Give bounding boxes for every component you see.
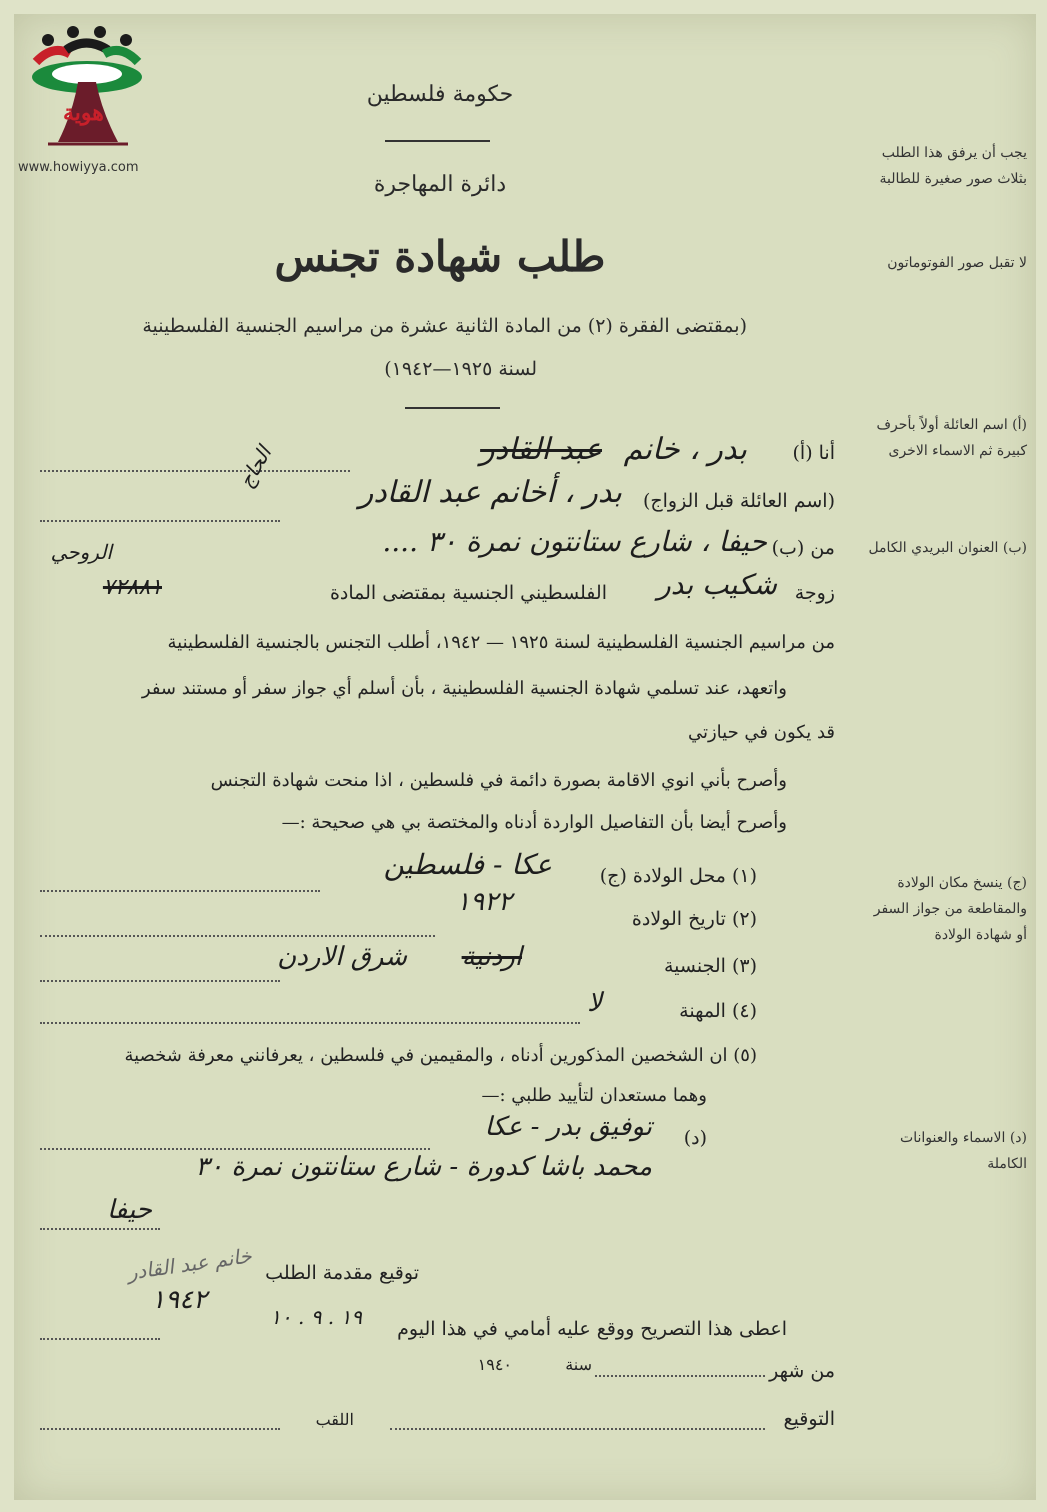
maiden-dotted-line [40,520,280,522]
item4-label: (٤) المهنة [679,1000,757,1022]
item2-dotted-line [40,935,435,937]
para1-line3: قد يكون في حيازتي [687,722,835,743]
item3-value: شرق الاردن [277,942,407,972]
para1-line1: من مراسيم الجنسية الفلسطينية لسنة ١٩٢٥ — ١٩٤٢، أطلب التجنس بالجنسية الفلسطينية [167,632,835,653]
d-person2: محمد باشا كدورة - شارع ستانتون نمرة ٣٠ [195,1152,652,1182]
header-divider [385,140,490,142]
item3-struck-value: اردنية [461,942,522,972]
subtitle-divider [405,407,500,409]
signature-label: التوقيع [783,1408,835,1430]
d-dotted-line1 [40,1148,430,1150]
ana-value: بدر ، خانم [623,432,747,467]
d-person1: توفيق بدر - عكا [484,1112,652,1142]
margin-note-b: (ب) العنوان البريدي الكامل [868,540,1027,556]
year-label: سنة [565,1355,592,1374]
item1-dotted-line [40,890,320,892]
from-label: من (ب) [771,537,835,559]
year-value: ١٩٤٠ [477,1355,512,1374]
department-heading: دائرة المهاجرة [373,172,507,197]
applicant-signature-label: توقيع مقدمة الطلب [265,1262,419,1284]
margin-note-a: (أ) اسم العائلة أولاً بأحرف كبيرة ثم الاسماء الاخرى [876,417,1027,459]
declaration-line: اعطى هذا التصريح ووقع عليه أمامي في هذا اليوم [397,1318,787,1340]
item2-label: (٢) تاريخ الولادة [631,908,757,930]
d-label: (د) [683,1127,707,1149]
margin-note-photos: يجب أن يرفق هذا الطلب بثلاث صور صغيرة للطالبة [879,145,1027,187]
maiden-label: (اسم العائلة قبل الزواج) [642,490,835,512]
item5-line2: وهما مستعدان لتأييد طلبي :— [481,1085,707,1106]
family-tree-logo-icon [18,22,158,157]
month-label: من شهر [769,1360,835,1382]
ana-struck-value: عبد القادر [480,432,602,467]
item1-label: (١) محل الولادة (ج) [599,865,757,887]
item5-line1: (٥) ان الشخصين المذكورين أدناه ، والمقيمين في فلسطين ، يعرفانني معرفة شخصية [124,1045,757,1066]
page-title: طلب شهادة تجنس [274,232,606,281]
item4-value: لا [587,988,602,1018]
item3-dotted-line [40,980,280,982]
para2-line1: وأصرح بأني انوي الاقامة بصورة دائمة في فلسطين ، اذا منحت شهادة التجنس [210,770,787,791]
item3-label: (٣) الجنسية [663,955,757,977]
ana-label: أنا (أ) [792,442,835,464]
applicant-signature-year: ١٩٤٢ [151,1285,207,1315]
signature-dotted-line [390,1428,765,1430]
maiden-value: بدر ، أخانم عبد القادر [358,475,622,510]
margin-note-d: (د) الاسماء والعنوانات الكاملة [900,1130,1027,1172]
declaration-dotted-line [40,1338,160,1340]
government-heading: حكومة فلسطين [366,82,514,107]
item4-dotted-line [40,1022,580,1024]
logo-wordmark: هوية [63,100,104,126]
para2-line2: وأصرح أيضا بأن التفاصيل الواردة أدناه والمختصة بي هي صحيحة :— [281,812,787,833]
para1-line2: واتعهد، عند تسلمي شهادة الجنسية الفلسطينية ، بأن أسلم أي جواز سفر أو مستند سفر [141,678,787,699]
subtitle-line1: (بمقتضى الفقرة (٢) من المادة الثانية عشرة من مراسيم الجنسية الفلسطينية [142,315,747,337]
title-label: اللقب [315,1410,354,1429]
declaration-date: ١٩ . ٩ . ١٠ [270,1305,362,1329]
item2-value: ١٩٢٢ [456,887,512,917]
margin-note-c: (ج) ينسخ مكان الولادة والمقاطعة من جواز السفر أو شهادة الولادة [873,875,1027,943]
applicant-signature: خانم عبد القادر [125,1243,254,1285]
logo [18,22,158,182]
wife-label: زوجة [794,582,835,604]
wife-rest: الفلسطيني الجنسية بمقتضى المادة [329,582,607,604]
title-dotted-line [40,1428,280,1430]
month-dotted-line [595,1375,765,1377]
maiden-note: الحاج [233,442,277,492]
wife-number: ٧٢٨٨١ [102,575,162,600]
from-extra: الروحي [50,540,112,564]
d-dotted-line3 [40,1228,160,1230]
from-value: حيفا ، شارع ستانتون نمرة ٣٠ .... [382,525,767,558]
subtitle-line2: لسنة ١٩٢٥—١٩٤٢) [384,358,537,380]
wife-value: شكيب بدر [657,568,777,601]
margin-note-no-auto-photos: لا تقبل صور الفوتوماتون [887,255,1027,271]
ana-dotted-line [40,470,350,472]
d-city: حيفا [107,1195,152,1225]
logo-url: www.howiyya.com [18,160,139,175]
item1-value: عكا - فلسطين [383,848,552,881]
